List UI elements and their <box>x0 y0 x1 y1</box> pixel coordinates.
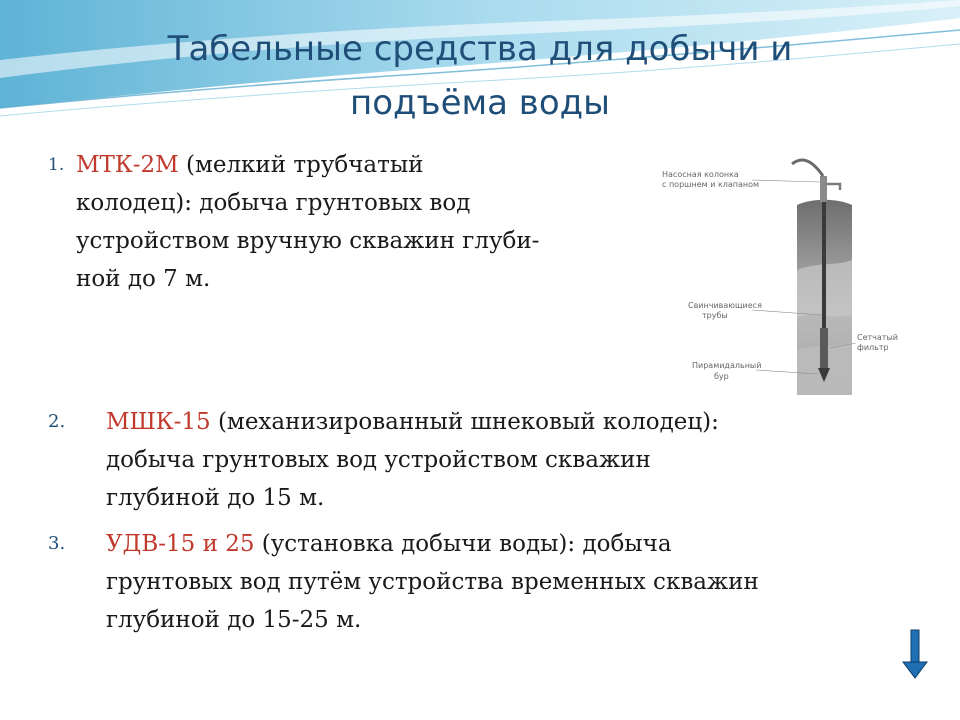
list-item-2-line-1: (механизированный шнековый колодец): <box>210 409 719 435</box>
list-item-1-code: МТК-2М <box>76 152 179 178</box>
list-item-1-line-3: устройством вручную скважин глуби- <box>76 228 540 254</box>
pump-handle <box>792 160 823 176</box>
figure-label-drill-line-1: Пирамидальный <box>692 361 762 370</box>
list-item-2 <box>48 403 898 517</box>
list-item-1-line-4: ной до 7 м. <box>76 266 211 292</box>
list-item-1-number: 1. <box>48 155 65 175</box>
slide-title-line-2: подъёма воды <box>350 83 610 123</box>
list-item-2-line-2: добыча грунтовых вод устройством скважин <box>106 447 651 473</box>
list-item-1-line-1: (мелкий трубчатый <box>178 152 424 178</box>
figure-label-drill-line-2: бур <box>714 372 729 381</box>
figure-label-filter-line-2: фильтр <box>857 343 889 352</box>
list-item-1-line-2: колодец): добыча грунтовых вод <box>76 190 471 216</box>
list-item-3-line-2: грунтовых вод путём устройства временных скважин <box>106 569 759 595</box>
list-item-3-line-3: глубиной до 15-25 м. <box>106 607 362 633</box>
slide-title <box>60 22 900 130</box>
figure-label-pipes-line-2: трубы <box>702 311 728 320</box>
figure-label-filter-line-1: Сетчатый <box>857 333 898 342</box>
figure-label-pipes-line-1: Свинчивающиеся <box>688 301 762 310</box>
tube-well-diagram <box>652 150 898 400</box>
list-item-3-line-1: (установка добычи воды): добыча <box>254 531 672 557</box>
list-item-2-line-3: глубиной до 15 м. <box>106 485 325 511</box>
list-item-3 <box>48 525 898 639</box>
figure-label-pump-line-2: с поршнем и клапаном <box>662 180 760 189</box>
figure-label-pump-line-1: Насосная колонка <box>662 170 739 179</box>
list-item-1 <box>48 146 638 298</box>
down-arrow-icon[interactable] <box>900 628 930 680</box>
list-item-3-code: УДВ-15 и 25 <box>106 531 255 557</box>
mesh-filter <box>820 328 828 368</box>
list-item-3-number: 3. <box>48 533 66 554</box>
list-item-2-code: МШК-15 <box>106 409 211 435</box>
list-item-2-number: 2. <box>48 411 66 432</box>
slide-title-line-1: Табельные средства для добычи и <box>167 29 793 69</box>
pump-column <box>820 176 827 202</box>
